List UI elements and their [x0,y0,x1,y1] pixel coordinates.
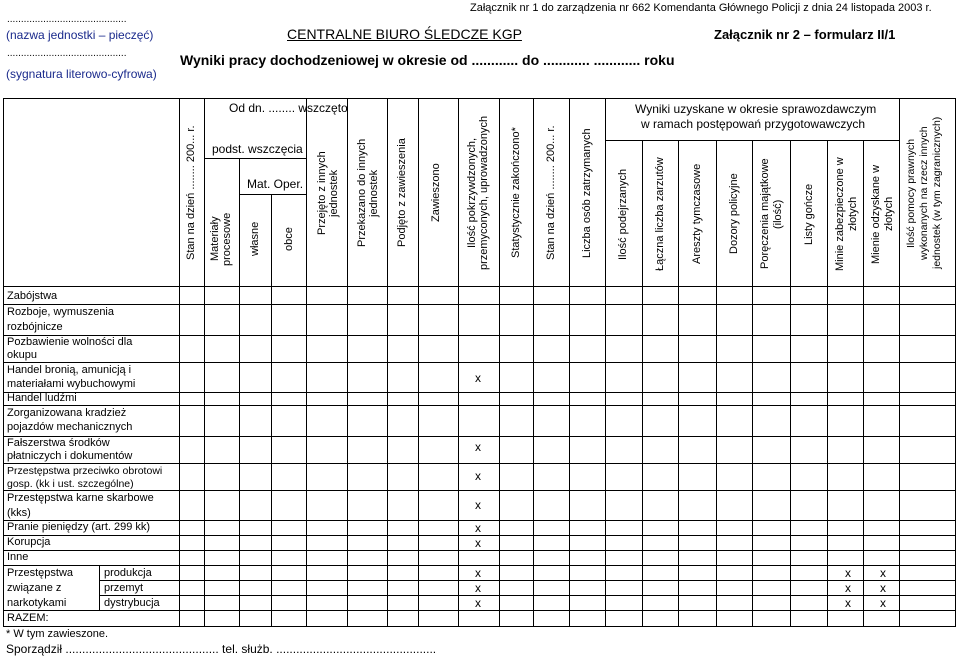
row-falszerstwa-1: Fałszerstwa środków [7,437,110,449]
cross-mark: x [475,581,481,595]
col-ilosc-1: Ilość pokrzywdzonych, [466,137,478,249]
unit-label: (nazwa jednostki – pieczęć) [6,28,154,42]
row-rozboje-1: Rozboje, wymuszenia [7,306,114,318]
col-mat-oper: Mat. Oper. [247,177,304,191]
col-przekazano-1: Przekazano do innych [356,138,368,248]
col-zarzutow: Łączna liczba zarzutów [654,157,666,271]
col-od-dn: Od dn. ........ wszczęto [229,101,348,115]
cross-mark: x [475,469,481,483]
row-rozboje-2: rozbójnicze [7,321,63,333]
row-inne: Inne [7,551,29,563]
form-id: Załącznik nr 2 – formularz II/1 [714,27,896,42]
col-mienie-2: złotych [883,196,895,232]
col-materialy-2: procesowe [221,212,233,266]
col-wyniki-2: w ramach postępowań przygotowawczych [641,117,866,131]
row-zabojstwa: Zabójstwa [7,290,58,302]
col-statyst: Statystycznie zakończono* [510,127,522,259]
row-handel-bronia-2: materiałami wybuchowymi [7,378,136,390]
col-podjeto: Podjęto z zawieszenia [396,138,408,248]
row-dystrybucja: dystrybucja [104,597,160,609]
cross-mark: x [475,596,481,610]
col-zawieszono: Zawieszono [430,163,442,223]
col-pomocy-3: jednostek (w tym zagranicznych) [931,116,943,270]
prepared-by: Sporządził .............................................. tel. służb. ................................................ [6,642,437,656]
footnote: * W tym zawieszone. [6,628,109,640]
dots-signature: ........................................... [7,48,127,59]
cross-mark: x [475,440,481,454]
cross-mark: x [475,536,481,550]
cross-mark: x [880,566,886,580]
col-podejrzanych: Ilość podejrzanych [617,168,629,260]
row-narko-1: Przestępstwa [7,567,74,579]
row-pozbawienie-2: okupu [7,349,37,361]
cross-mark: x [475,371,481,385]
row-razem: RAZEM: [7,612,49,624]
row-kradzieze-1: Zorganizowana kradzież [7,407,127,419]
signature-label: (sygnatura literowo-cyfrowa) [6,67,157,81]
cross-mark: x [475,498,481,512]
col-listy: Listy gończe [803,183,815,245]
col-materialy-1: Materiały [209,216,221,262]
col-przejeto-2: jednostek [328,169,340,217]
col-stan-start: Stan na dzień ........ 200... r. [185,125,197,261]
col-mienie-1: Mienie odzyskane w [870,164,882,264]
office-name: CENTRALNE BIURO ŚLEDCZE KGP [287,26,522,42]
row-handel-ludzmi: Handel ludźmi [7,392,77,404]
row-przemyt: przemyt [104,582,144,594]
row-skarbowe-2: (kks) [7,507,31,519]
row-narko-2: związane z [7,582,62,594]
col-wlasne: własne [249,221,261,257]
col-dozory: Dozory policyjne [728,173,740,255]
row-skarbowe-1: Przestępstwa karne skarbowe [7,492,154,504]
cross-mark: x [475,521,481,535]
cross-mark: x [880,596,886,610]
row-pozbawienie-1: Pozbawienie wolności dla [7,336,133,348]
col-areszty: Areszty tymczasowe [691,163,703,265]
row-kradzieze-2: pojazdów mechanicznych [7,421,133,433]
col-liczba: Liczba osób zatrzymanych [581,128,593,258]
row-produkcja: produkcja [104,567,152,579]
row-obrotowi-1: Przestępstwa przeciwko obrotowi [7,465,163,477]
cross-mark: x [475,566,481,580]
col-minie-2: złotych [847,196,859,232]
cross-mark: x [845,581,851,595]
col-obce: obce [283,227,295,251]
cross-mark: x [845,596,851,610]
cross-mark: x [845,566,851,580]
dots-unit: ........................................... [7,14,127,25]
row-pranie: Pranie pieniędzy (art. 299 kk) [7,521,151,533]
row-obrotowi-2: gosp. (kk i ust. szczególne) [7,478,134,490]
col-wyniki-1: Wyniki uzyskane w okresie sprawozdawczym [635,102,877,116]
col-pomocy-1: Ilość pomocy prawnych [905,138,917,248]
report-title: Wyniki pracy dochodzeniowej w okresie od ............ do ............ ............ roku [180,52,675,68]
col-stan-end: Stan na dzień ........ 200... r. [545,125,557,261]
row-narko-3: narkotykami [7,597,67,609]
row-korupcja: Korupcja [7,536,51,548]
col-podst: podst. wszczęcia [212,142,303,156]
col-pomocy-2: wykonanych na rzecz innych [918,126,930,260]
col-przejeto-1: Przejęto z innych [316,151,328,235]
col-minie-1: Minie zabezpieczone w [834,157,846,271]
col-poreczenia-2: (ilość) [772,199,784,229]
row-falszerstwa-2: płatniczych i dokumentów [7,450,133,462]
cross-mark: x [880,581,886,595]
appendix-note: Załącznik nr 1 do zarządzenia nr 662 Komendanta Głównego Policji z dnia 24 listopada 2003 r. [470,2,932,14]
col-przekazano-2: jednostek [368,169,380,217]
col-poreczenia-1: Poręczenia majątkowe [759,158,771,270]
col-ilosc-2: przemyconych, uprowadzonych [478,115,490,271]
row-handel-bronia-1: Handel bronią, amunicją i [7,364,132,376]
